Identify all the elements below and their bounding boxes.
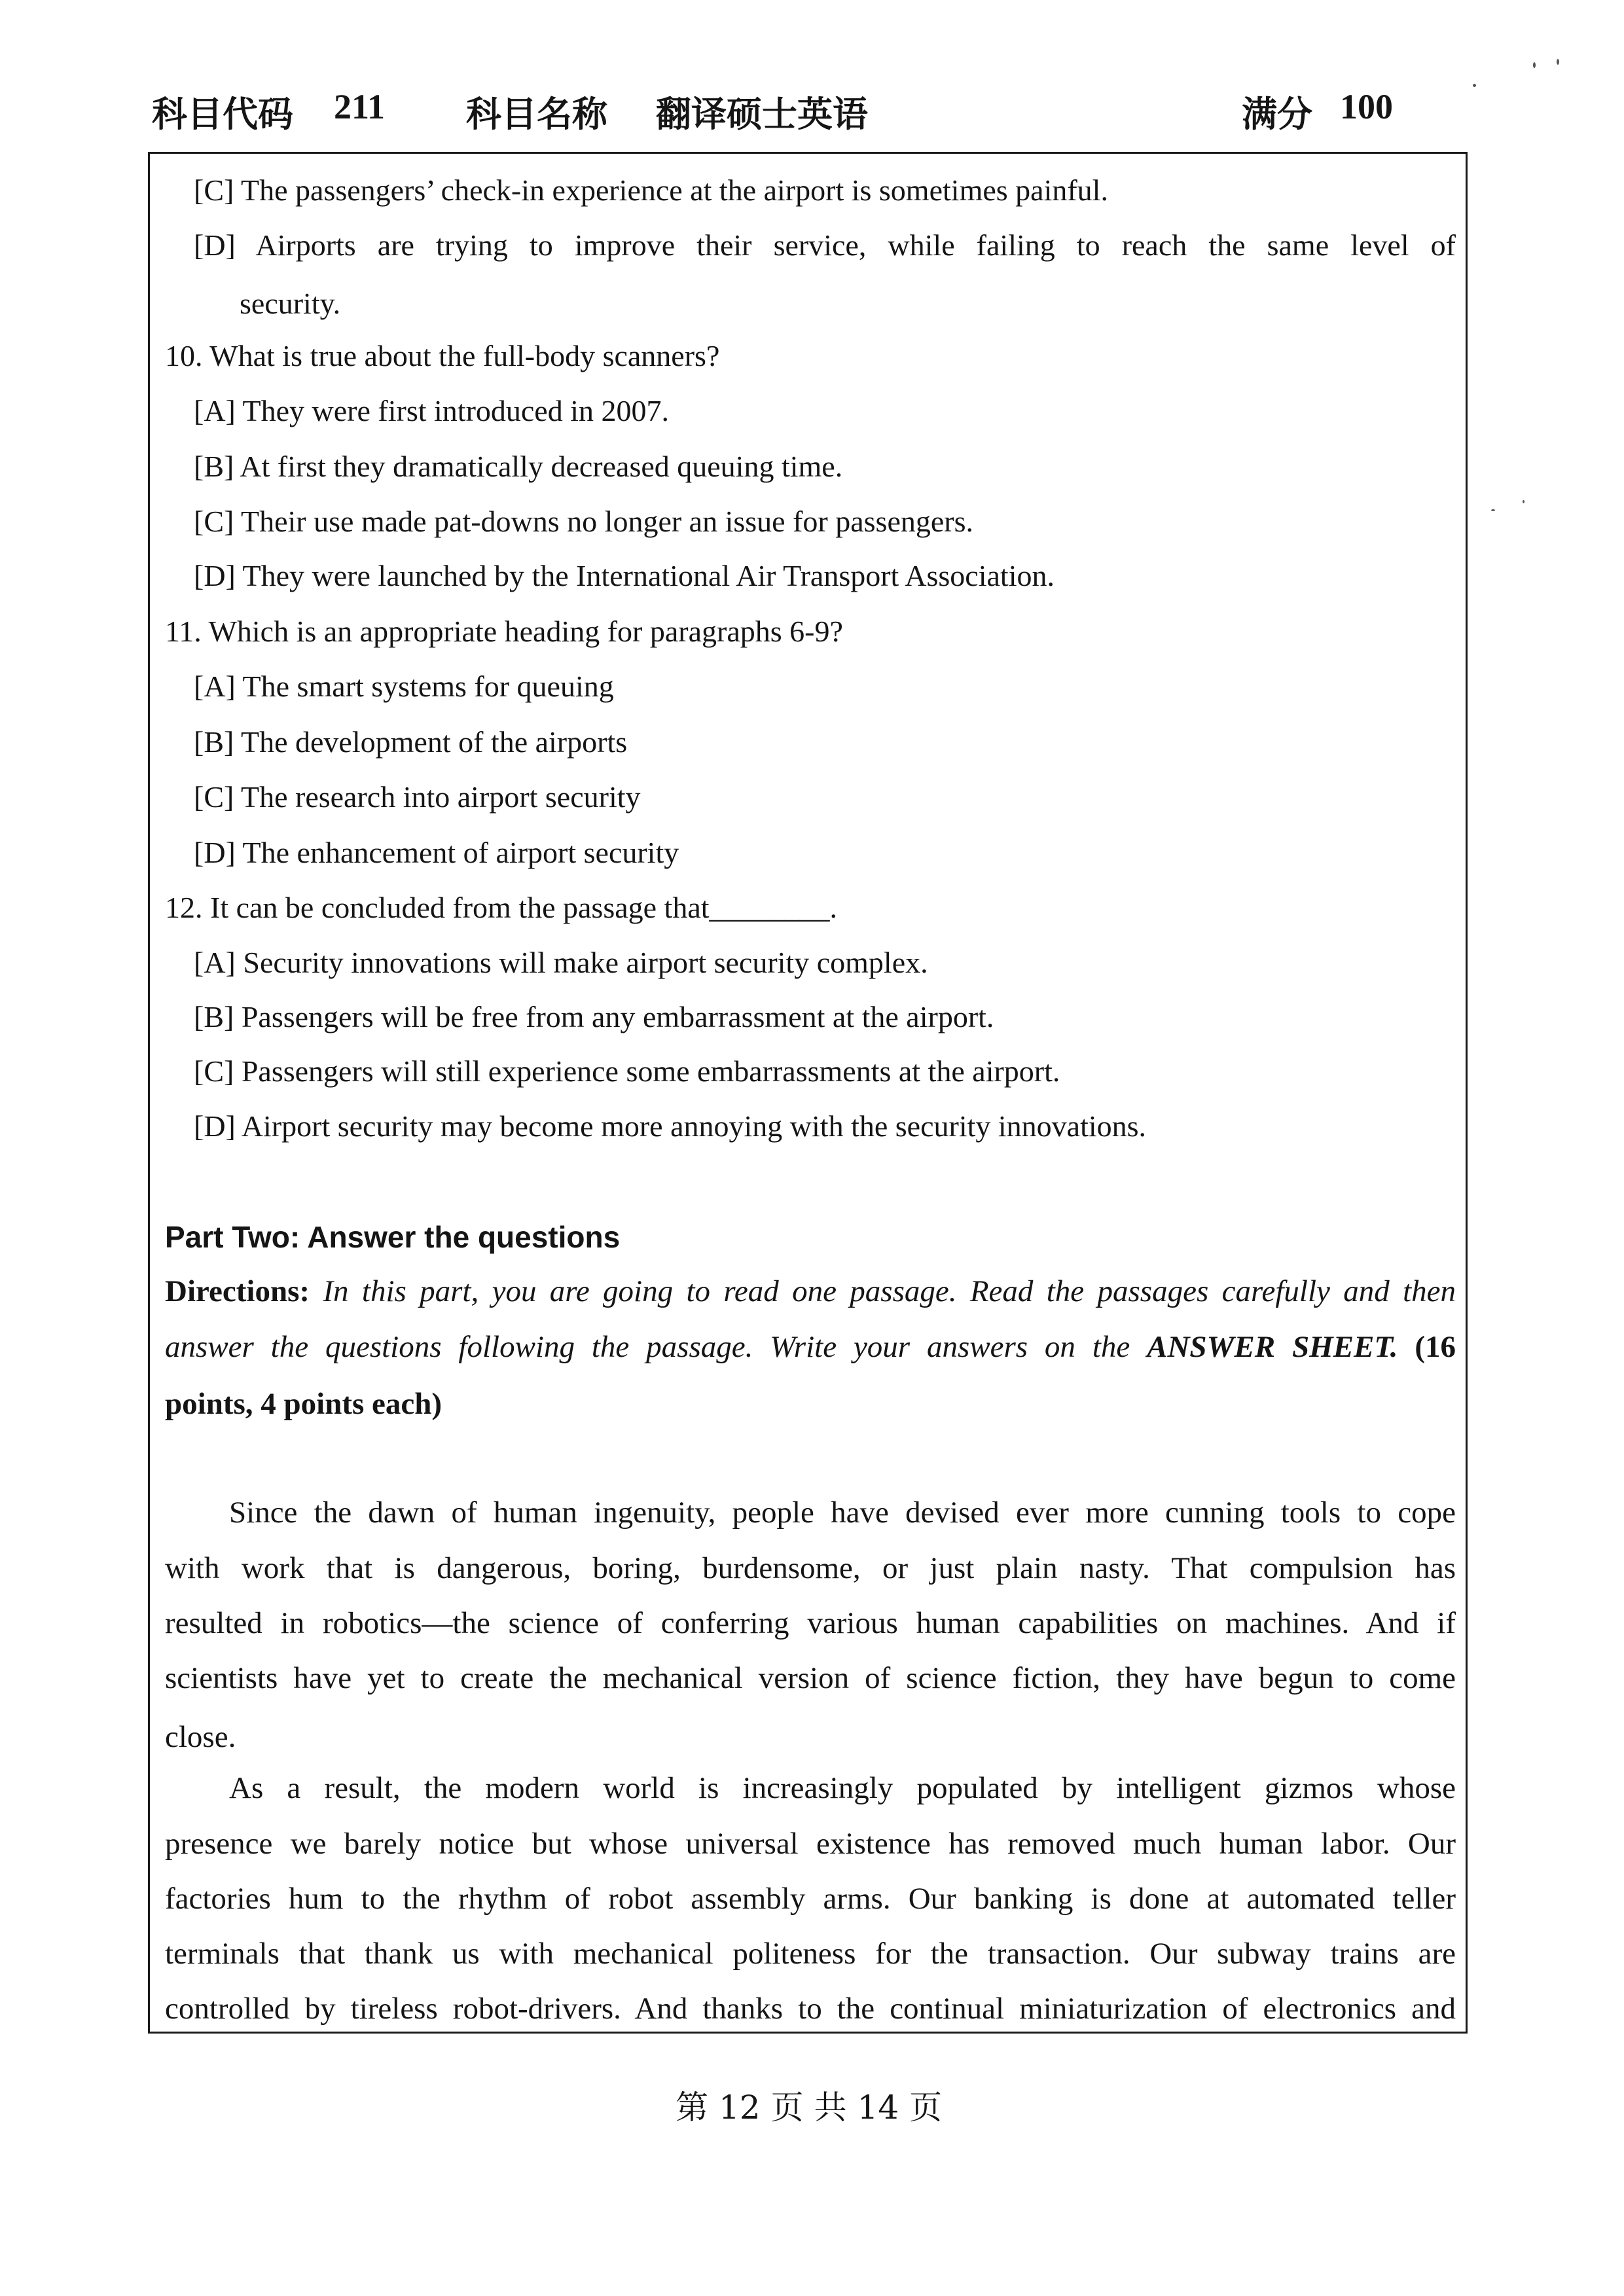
footer-page-word: 页 (770, 2089, 804, 2126)
passage-p2-line-5: controlled by tireless robot-drivers. And thanks to the continual miniaturization of electronics and (165, 1992, 1456, 2026)
option-11a: [A] The smart systems for queuing (194, 670, 614, 703)
exam-header (0, 86, 1624, 139)
total-pages: 14 (857, 2089, 899, 2126)
page-footer (670, 2081, 947, 2128)
passage-p2-line-3: factories hum to the rhythm of robot assembly arms. Our banking is done at automated teller (165, 1882, 1456, 1916)
passage-p1-line-5: close. (165, 1720, 236, 1754)
directions-text-1: In this part, you are going to read one passage. Read the passages carefully and then (323, 1274, 1456, 1308)
part-two-title: Part Two: Answer the questions (165, 1220, 621, 1254)
scan-speck (1533, 62, 1536, 68)
scan-speck (1523, 500, 1525, 503)
points-total: (16 (1415, 1330, 1456, 1364)
scan-speck (1473, 84, 1476, 87)
passage-p1-line-3: resulted in robotics—the science of conferring various human capabilities on machines. And if (165, 1606, 1456, 1640)
question-10: 10. What is true about the full-body scanners? (165, 339, 720, 372)
directions-line-2 (165, 1329, 1456, 1365)
option-10a: [A] They were first introduced in 2007. (194, 394, 670, 427)
passage-p1-line-1: Since the dawn of human ingenuity, people have devised ever more cunning tools to cope (229, 1496, 1456, 1530)
directions-label: Directions: (165, 1274, 310, 1308)
scan-speck (1557, 59, 1559, 65)
full-score: 100 (1340, 87, 1393, 126)
question-11: 11. Which is an appropriate heading for paragraphs 6-9? (165, 615, 843, 648)
full-score-label: 满分 (1242, 95, 1312, 134)
answer-sheet-label: ANSWER SHEET. (1147, 1330, 1398, 1364)
scan-speck (1491, 509, 1495, 511)
option-12a: [A] Security innovations will make airport security complex. (194, 946, 928, 979)
option-12b: [B] Passengers will be free from any embarrassment at the airport. (194, 1000, 994, 1033)
directions-text-2: answer the questions following the passage. Write your answers on the (165, 1330, 1130, 1364)
passage-p2-line-4: terminals that thank us with mechanical politeness for the transaction. Our subway trains are (165, 1937, 1456, 1971)
footer-suffix: 页 (909, 2089, 943, 2126)
directions-line-3: points, 4 points each) (165, 1387, 442, 1421)
subject-name-label: 科目名称 (466, 95, 607, 134)
passage-p1-line-2: with work that is dangerous, boring, burdensome, or just plain nasty. That compulsion has (165, 1551, 1456, 1585)
passage-p2-line-2: presence we barely notice but whose universal existence has removed much human labor. Our (165, 1827, 1456, 1861)
option-9d: [D] Airports are trying to improve their service, while failing to reach the same level of (194, 228, 1456, 262)
page-number: 12 (719, 2089, 761, 2126)
passage-p2-line-1: As a result, the modern world is increasingly populated by intelligent gizmos whose (229, 1771, 1456, 1805)
option-9c: [C] The passengers’ check-in experience at the airport is sometimes painful. (194, 173, 1108, 207)
option-10c: [C] Their use made pat-downs no longer an issue for passengers. (194, 505, 974, 538)
subject-code: 211 (334, 87, 386, 126)
footer-prefix: 第 (676, 2089, 708, 2126)
footer-total-word: 共 (814, 2089, 847, 2126)
option-12c: [C] Passengers will still experience some embarrassments at the airport. (194, 1054, 1060, 1088)
option-10b: [B] At first they dramatically decreased queuing time. (194, 450, 843, 483)
option-10d: [D] They were launched by the International Air Transport Association. (194, 559, 1055, 592)
directions-line-1 (165, 1273, 1456, 1310)
option-11b: [B] The development of the airports (194, 725, 628, 759)
option-9d-continued: security. (240, 287, 341, 320)
subject-name: 翻译硕士英语 (656, 95, 868, 134)
passage-p1-line-4: scientists have yet to create the mechanical version of science fiction, they have begun to come (165, 1661, 1456, 1695)
option-11c: [C] The research into airport security (194, 780, 641, 814)
option-12d: [D] Airport security may become more annoying with the security innovations. (194, 1109, 1147, 1143)
subject-code-label: 科目代码 (152, 95, 293, 134)
question-12: 12. It can be concluded from the passage that________. (165, 891, 838, 924)
option-11d: [D] The enhancement of airport security (194, 836, 679, 869)
